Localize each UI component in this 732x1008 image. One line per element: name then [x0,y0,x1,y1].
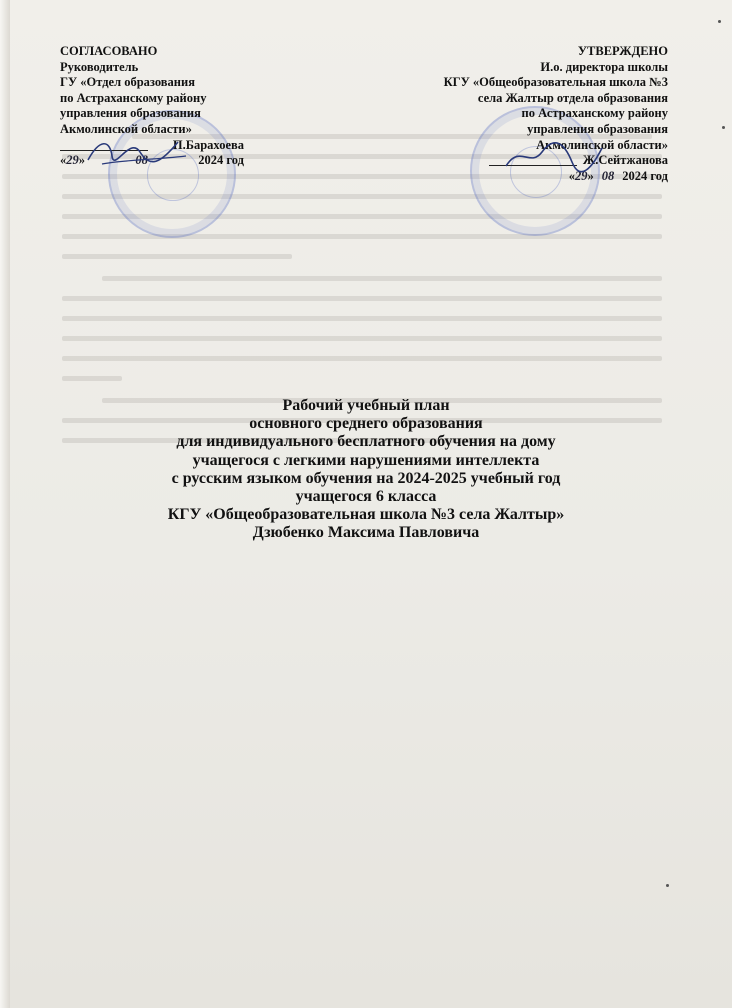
left-signer-name: П.Барахоева [172,137,244,152]
left-heading: СОГЛАСОВАНО [60,44,158,58]
left-date-month: 08 [135,153,148,168]
right-line: по Астраханскому району [521,106,668,121]
left-line: по Астраханскому району [60,90,207,105]
right-heading: УТВЕРЖДЕНО [577,44,668,58]
left-date-day-field: «29» [60,153,85,168]
paper-speck [718,20,721,23]
left-date-day: 29 [66,153,79,168]
right-line: Акмолинской области» [536,137,668,152]
title-line: основного среднего образования [249,415,483,433]
right-line: села Жалтыр отдела образования [477,90,668,105]
right-date-day: 29 [575,168,588,183]
title-line: Рабочий учебный план [282,397,450,414]
right-line: управления образования [527,121,668,136]
right-line: КГУ «Общеобразовательная школа №3 [443,75,668,90]
right-date-year: 2024 год [622,168,668,183]
title-line: Дзюбенко Максима Павловича [252,524,480,542]
left-line: Акмолинской области» [60,121,192,136]
left-line: ГУ «Отдел образования [60,75,195,90]
document-title [100,397,632,543]
title-line: учащегося с легкими нарушениями интеллекта [192,451,540,469]
right-line: И.о. директора школы [540,59,668,74]
title-line: учащегося 6 класса [295,488,437,506]
title-line: КГУ «Общеобразовательная школа №3 села Жалтыр» [167,506,565,524]
left-line: управления образования [60,106,201,121]
page-edge [0,0,10,1008]
left-date-year: 2024 год [198,153,244,168]
title-line: для индивидуального бесплатного обучения на дому [176,433,556,451]
title-line: с русским языком обучения на 2024-2025 учебный год [171,469,561,487]
right-date-month: 08 [601,168,615,183]
right-date-day-field: «29» [568,168,594,183]
right-signer-name: Ж.Сейтжанова [582,153,668,168]
left-line: Руководитель [60,59,139,74]
paper-speck [722,126,725,129]
left-signature-scribble [82,130,192,172]
right-signature-scribble [498,138,608,178]
paper-speck [666,884,669,887]
